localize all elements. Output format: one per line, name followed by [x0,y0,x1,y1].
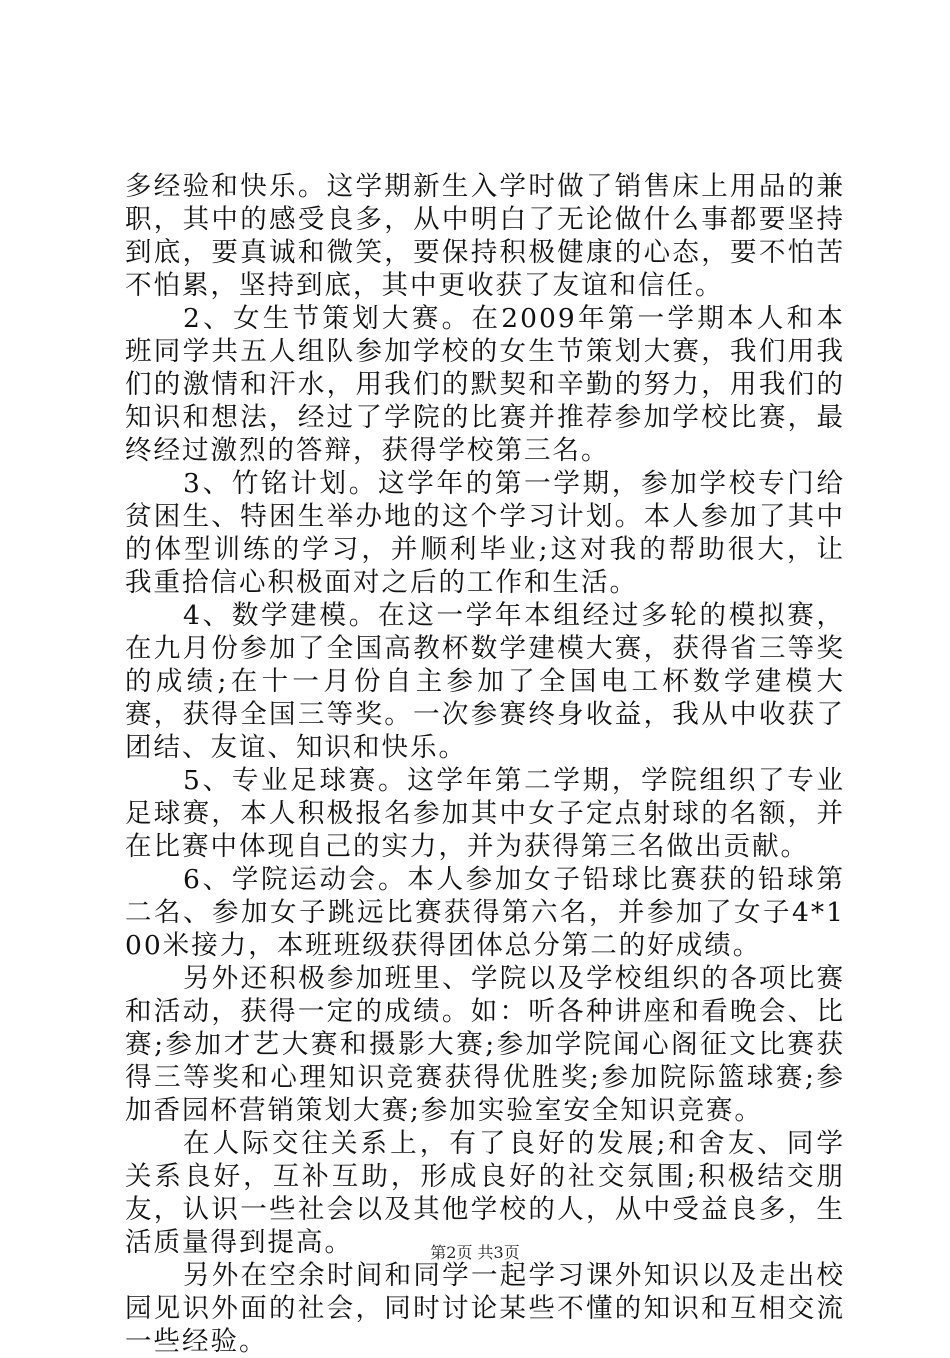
paragraph-item-5: 5、专业足球赛。这学年第二学期，学院组织了专业足球赛，本人积极报名参加其中女子定点射球的名额，并在比赛中体现自己的实力，并为获得第三名做出贡献。 [125,765,845,862]
paragraph-relationships: 在人际交往关系上，有了良好的发展;和舍友、同学关系良好，互补互助，形成良好的社交氛围;积极结交朋友，认识一些社会以及其他学校的人，从中受益良多，生活质量得到提高。 [125,1128,845,1258]
paragraph-item-6: 6、学院运动会。本人参加女子铅球比赛获的铅球第二名、参加女子跳远比赛获得第六名，并参加了女子4*100米接力，本班班级获得团体总分第二的好成绩。 [125,864,845,961]
paragraph-item-3: 3、竹铭计划。这学年的第一学期，参加学校专门给贫困生、特困生举办地的这个学习计划。本人参加了其中的体型训练的学习，并顺利毕业;这对我的帮助很大，让我重拾信心积极面对之后的工作和生活。 [125,468,845,598]
paragraph-continuation: 多经验和快乐。这学期新生入学时做了销售床上用品的兼职，其中的感受良多，从中明白了无论做什么事都要坚持到底，要真诚和微笑，要保持积极健康的心态，要不怕苦不怕累，坚持到底，其中更收获了友谊和信任。 [125,171,845,301]
paragraph-other-activities: 另外还积极参加班里、学院以及学校组织的各项比赛和活动，获得一定的成绩。如：听各种讲座和看晚会、比赛;参加才艺大赛和摄影大赛;参加学院闻心阁征文比赛获得三等奖和心理知识竞赛获得优胜奖;参加院际篮球赛;参加香园杯营销策划大赛;参加实验室安全知识竞赛。 [125,963,845,1126]
document-body [125,170,845,1358]
paragraph-spare-time: 另外在空余时间和同学一起学习课外知识以及走出校园见识外面的社会，同时讨论某些不懂的知识和互相交流一些经验。 [125,1260,845,1357]
paragraph-item-2: 2、女生节策划大赛。在2009年第一学期本人和本班同学共五人组队参加学校的女生节策划大赛，我们用我们的激情和汗水，用我们的默契和辛勤的努力，用我们的知识和想法，经过了学院的比赛并推荐参加学校比赛，最终经过激烈的答辩，获得学校第三名。 [125,303,845,466]
paragraph-item-4: 4、数学建模。在这一学年本组经过多轮的模拟赛，在九月份参加了全国高教杯数学建模大赛，获得省三等奖的成绩;在十一月份自主参加了全国电工杯数学建模大赛，获得全国三等奖。一次参赛终身收益，我从中收获了团结、友谊、知识和快乐。 [125,600,845,763]
page-number-footer: 第2页 共3页 [430,1243,520,1262]
